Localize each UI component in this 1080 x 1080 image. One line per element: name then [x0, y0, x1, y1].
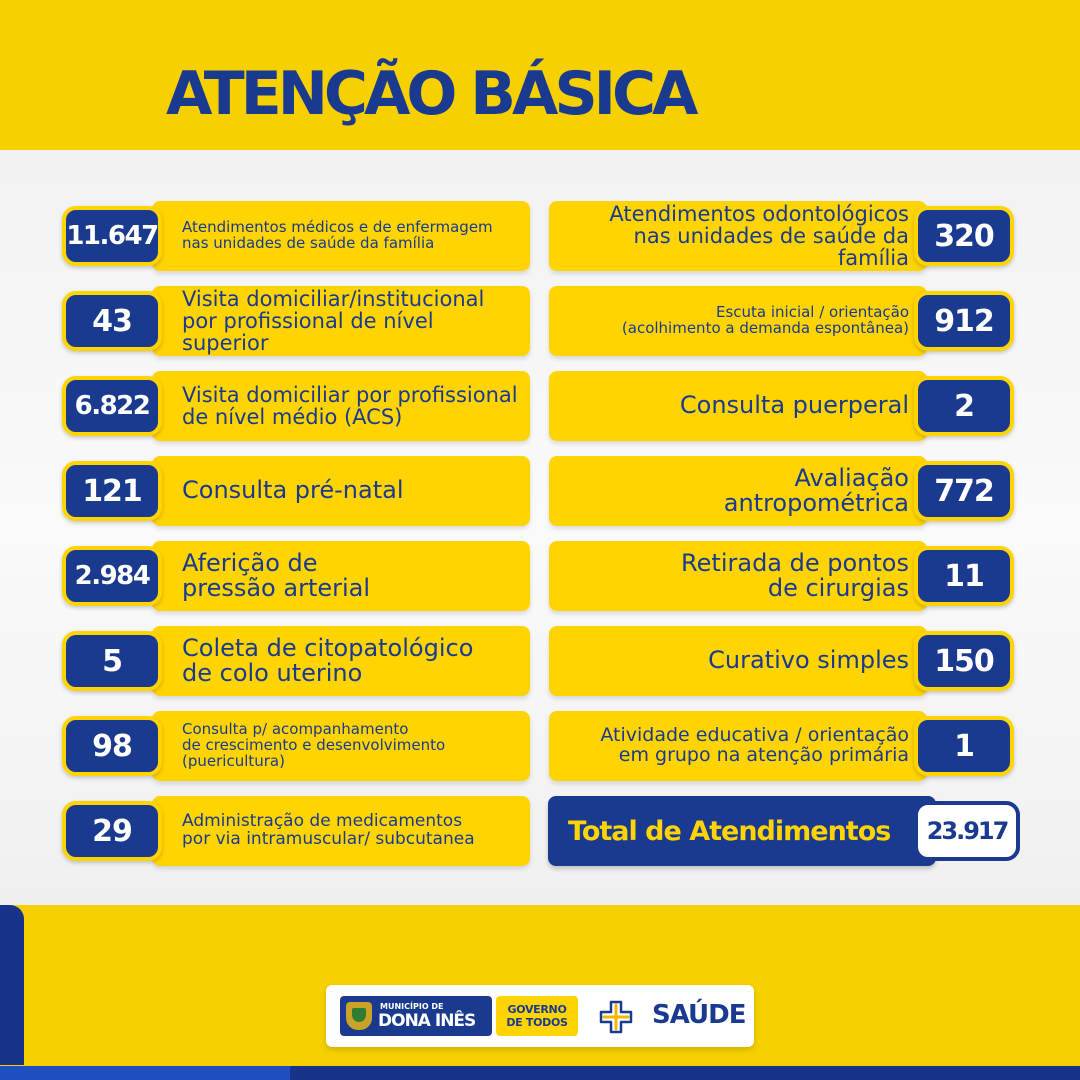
stat-label: Atendimentos médicos e de enfermagem nas unidades de saúde da família — [182, 218, 493, 252]
stat-item — [62, 541, 532, 611]
stat-label: Avaliação antropométrica — [723, 463, 909, 517]
municipality-name: DONA INÊS — [378, 1011, 476, 1031]
stat-value: 2 — [914, 376, 1014, 436]
stat-label-card — [152, 711, 530, 781]
stat-label-card — [549, 626, 927, 696]
stat-item — [62, 711, 532, 781]
stat-item — [62, 201, 532, 271]
stat-value: 11.647 — [62, 206, 162, 266]
stat-item — [62, 371, 532, 441]
stat-label: Administração de medicamentos por via intramuscular/ subcutanea — [182, 811, 475, 849]
stat-value: 121 — [62, 461, 162, 521]
stat-label-card — [152, 541, 530, 611]
stat-label-card — [549, 456, 927, 526]
health-label: SAÚDE — [652, 1000, 746, 1030]
footer-logos — [326, 985, 754, 1047]
stat-label: Visita domiciliar por profissional de nível médio (ACS) — [182, 382, 518, 429]
stat-value: 5 — [62, 631, 162, 691]
stat-label-card — [549, 541, 927, 611]
bottom-stripe-accent — [0, 1066, 290, 1080]
stat-label: Visita domiciliar/institucional por profissional de nível superior — [182, 286, 485, 356]
stat-label: Atendimentos odontológicos nas unidades de saúde da família — [609, 201, 909, 271]
stat-item — [62, 626, 532, 696]
stat-label: Consulta p/ acompanhamento de crescimento e desenvolvimento (puericultura) — [182, 720, 446, 770]
stat-label: Escuta inicial / orientação (acolhimento a demanda espontânea) — [621, 303, 909, 337]
stat-item — [62, 286, 532, 356]
stat-label: Atividade educativa / orientação em grupo na atenção primária — [600, 724, 909, 766]
stat-item — [62, 456, 532, 526]
stat-label-card — [152, 456, 530, 526]
stat-item — [549, 371, 1019, 441]
stat-value: 150 — [914, 631, 1014, 691]
health-cross-icon — [598, 999, 634, 1035]
stat-label-card — [152, 371, 530, 441]
stat-value: 912 — [914, 291, 1014, 351]
page-title: ATENÇÃO BÁSICA — [166, 59, 695, 129]
stat-item — [549, 286, 1019, 356]
stat-label-card — [549, 371, 927, 441]
stat-value: 1 — [914, 716, 1014, 776]
coat-of-arms-icon — [346, 1002, 372, 1030]
stat-item — [549, 626, 1019, 696]
stat-label-card — [152, 796, 530, 866]
stat-value: 2.984 — [62, 546, 162, 606]
stat-label-card — [549, 286, 927, 356]
stat-value: 11 — [914, 546, 1014, 606]
stat-label-card — [549, 711, 927, 781]
stat-label: Aferição de pressão arterial — [182, 548, 371, 602]
total-value: 23.917 — [914, 801, 1020, 861]
stat-value: 29 — [62, 801, 162, 861]
stat-item — [549, 541, 1019, 611]
stat-item — [549, 456, 1019, 526]
stat-label: Curativo simples — [708, 646, 909, 675]
stat-item — [62, 796, 532, 866]
stat-value: 320 — [914, 206, 1014, 266]
stat-item — [549, 201, 1019, 271]
stat-label: Retirada de pontos de cirurgias — [681, 548, 909, 602]
stat-label: Consulta pré-natal — [182, 476, 404, 505]
stat-value: 772 — [914, 461, 1014, 521]
stat-label-card — [152, 201, 530, 271]
stat-label-card — [152, 626, 530, 696]
stat-value: 6.822 — [62, 376, 162, 436]
corner-decoration — [0, 905, 24, 1065]
municipality-label: MUNICÍPIO DE — [380, 1002, 444, 1011]
stat-value: 98 — [62, 716, 162, 776]
municipality-logo — [340, 996, 492, 1036]
stat-label-card — [549, 201, 927, 271]
stat-label: Consulta puerperal — [679, 391, 909, 420]
government-logo: GOVERNO DE TODOS — [496, 996, 578, 1036]
total-label-card: Total de Atendimentos — [548, 796, 936, 866]
stat-label-card — [152, 286, 530, 356]
stat-item — [549, 711, 1019, 781]
stat-label: Coleta de citopatológico de colo uterino — [182, 633, 474, 687]
stat-value: 43 — [62, 291, 162, 351]
